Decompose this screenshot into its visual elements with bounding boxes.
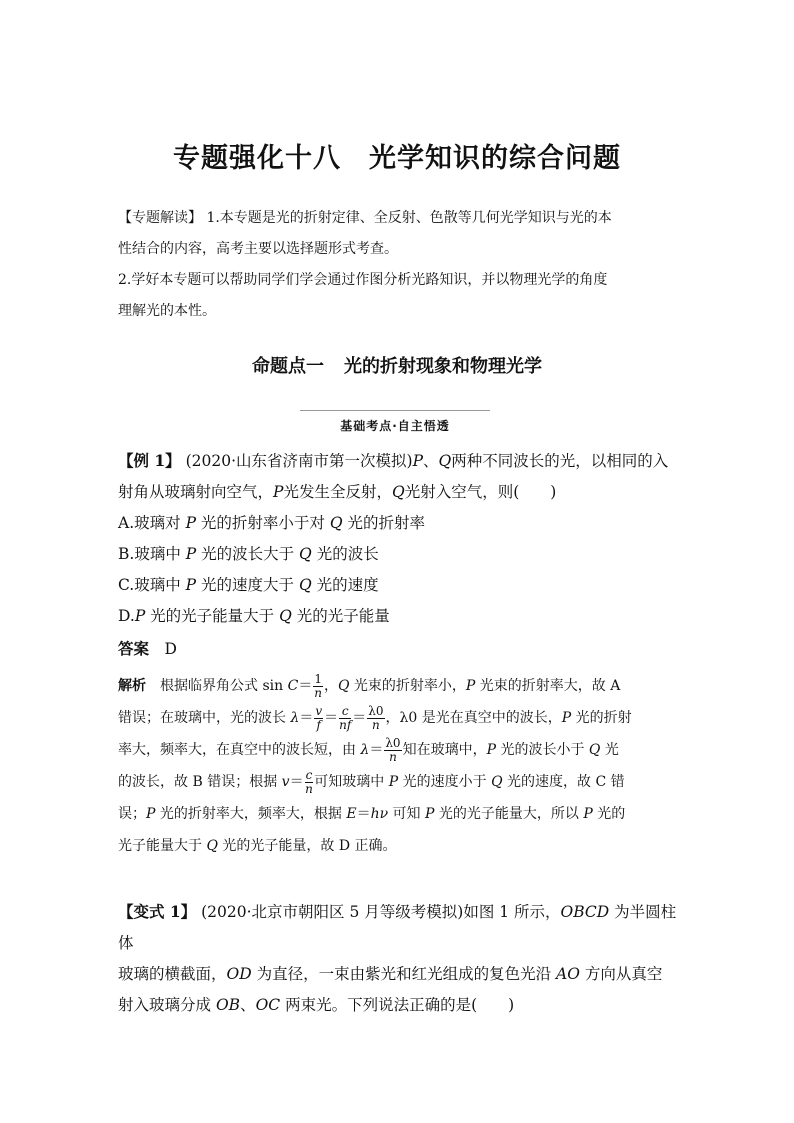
text-example1-s9: 知在玻璃中， (402, 742, 487, 758)
text-example1-lambda: λ (360, 742, 370, 758)
intro-paragraph-1 (118, 203, 678, 265)
text-example1-one: 1 (314, 671, 322, 686)
text-example1-q: Q (491, 774, 503, 790)
text-example1-opta-c: 光的折射率 (342, 514, 426, 532)
text-variant1-t1: 如图 1 所示， (463, 903, 561, 921)
text-intro-p1-b: 性结合的内容，高考主要以选择题形式考查。 (118, 241, 398, 257)
fraction-1-over-n (313, 673, 323, 700)
text-example1-s4: 光束的折射率大，故 A (475, 678, 621, 694)
text-example1-optd-c: 光的光子能量 (291, 607, 390, 625)
text-variant1-oc: OC (255, 996, 281, 1014)
text-example1-n: n (372, 717, 380, 732)
text-example1-eq: ＝ (369, 742, 384, 758)
text-example1-n: n (314, 685, 322, 700)
text-example1-p: P (185, 576, 197, 594)
text-example1-p: P (146, 806, 156, 822)
text-example1-lambda0: λ0 (385, 735, 401, 750)
text-example1-s17: 光的折射率大，频率大，根据 (155, 806, 347, 822)
text-example1-optb-c: 光的波长 (311, 545, 379, 563)
text-example1-eq: ＝ (324, 710, 339, 726)
intro-tag: 【专题解读】 (118, 210, 202, 226)
text-example1-nf: nf (339, 717, 352, 732)
text-example1-s18: 可知 (388, 806, 425, 822)
text-example1-eq: ＝ (356, 806, 371, 822)
variant-tag: 【变式 1】 (118, 902, 197, 921)
title-part1: 专题强化十八 (173, 143, 341, 174)
text-variant1-t2: 为半圆柱体 (118, 903, 677, 952)
text-example1-q: Q (588, 742, 601, 758)
text-example1-source: (2020·山东省济南市第一次模拟) (185, 452, 413, 470)
text-example1-t3: 射角从玻璃射向空气， (118, 483, 274, 501)
text-example1-optc-a: C.玻璃中 (118, 576, 186, 594)
text-example1-t5: 光射入空气，则( ) (404, 483, 557, 501)
text-variant1-od: OD (226, 965, 252, 983)
solution-label: 解析 (118, 678, 146, 694)
option-b (118, 539, 684, 570)
text-example1-hv: hν (370, 806, 389, 822)
text-example1-eq: ＝ (298, 678, 313, 694)
text-example1-p: P (185, 514, 196, 532)
text-example1-t1: 、 (423, 452, 439, 470)
text-example1-s20: 光的 (592, 806, 626, 822)
text-example1-s8: 率大，频率大，在真空中的波长短，由 (118, 742, 361, 758)
text-example1-p: P (465, 678, 476, 694)
text-example1-q: Q (391, 483, 405, 501)
text-example1-s21: 光子能量大于 (118, 838, 207, 854)
section-band (300, 410, 490, 434)
band-label: 基础考点·自主悟透 (340, 419, 450, 433)
text-section-part1: 命题点一 (252, 356, 324, 377)
example-tag: 【例 1】 (118, 451, 181, 470)
text-example1-optc-b: 光的速度大于 (196, 576, 299, 594)
text-example1-eq: ＝ (299, 710, 314, 726)
text-example1-e: E (346, 806, 357, 822)
text-example1-s6: ，λ0 是光在真空中的波长， (385, 710, 562, 726)
text-example1-p: P (134, 607, 146, 625)
text-example1-n: n (305, 781, 313, 796)
text-intro-p2-b: 理解光的本性。 (118, 303, 216, 319)
text-example1-s13: 可知玻璃中 (314, 774, 389, 790)
text-section-part2: 光的折射现象和物理光学 (344, 356, 542, 377)
text-intro-p1-a: 1.本专题是光的折射定律、全反射、色散等几何光学知识与光的本 (206, 210, 612, 226)
text-variant1-t5: 方向从真空 (579, 965, 663, 983)
option-d (118, 601, 684, 632)
title-part2: 光学知识的综合问题 (369, 143, 621, 174)
text-example1-f: f (316, 717, 321, 732)
fraction-c-over-n (305, 769, 314, 796)
text-example1-optb-a: B.玻璃中 (118, 545, 186, 563)
text-variant1-t4: 为直径，一束由紫光和红光组成的复色光沿 (251, 965, 557, 983)
option-c (118, 570, 684, 601)
text-example1-p: P (583, 806, 593, 822)
text-variant1-obcd: OBCD (560, 903, 610, 921)
text-example1-s5: 错误；在玻璃中，光的波长 (118, 710, 291, 726)
text-example1-s12: 的波长，故 B 错误；根据 (118, 774, 282, 790)
example-1-question (118, 445, 684, 508)
text-example1-v: v (281, 774, 290, 790)
intro-paragraph-2 (118, 265, 678, 327)
option-a (118, 508, 684, 539)
fraction-lambda0-over-n-2 (384, 737, 401, 764)
text-variant1-t8: 两束光。下列说法正确的是( ) (280, 996, 515, 1014)
text-example1-v: v (315, 703, 323, 718)
answer-label: 答案 (118, 639, 150, 658)
text-example1-s1: 根据临界角公式 sin (160, 678, 288, 694)
solution-paragraph (118, 670, 680, 862)
text-variant1-source: (2020·北京市朝阳区 5 月等级考模拟) (201, 903, 464, 921)
text-example1-n: n (389, 749, 397, 764)
text-example1-p: P (185, 545, 197, 563)
text-example1-q: Q (279, 607, 292, 625)
text-example1-lambda0: λ0 (368, 703, 384, 718)
text-example1-s10: 光的波长小于 (496, 742, 589, 758)
text-example1-s19: 光的光子能量大，所以 (434, 806, 584, 822)
text-example1-optb-b: 光的波长大于 (196, 545, 300, 563)
text-example1-p: P (561, 710, 572, 726)
text-example1-opta-b: 光的折射率小于对 (196, 514, 330, 532)
text-example1-p: P (412, 452, 424, 470)
variant-1-question (118, 896, 684, 1021)
text-example1-c: C (287, 678, 299, 694)
text-example1-s16: 误； (118, 806, 146, 822)
text-variant1-ao: AO (556, 965, 580, 983)
text-example1-eq: ＝ (352, 710, 367, 726)
text-example1-s15: 光的速度，故 C 错 (502, 774, 625, 790)
text-example1-s11: 光 (600, 742, 619, 758)
text-example1-s14: 光的速度小于 (398, 774, 492, 790)
text-example1-s2: ， (323, 678, 338, 694)
band-divider (300, 410, 490, 411)
text-example1-q: Q (298, 576, 312, 594)
text-example1-p: P (273, 483, 284, 501)
text-example1-c: c (305, 767, 313, 782)
text-example1-s7: 光的折射 (571, 710, 632, 726)
text-example1-p: P (425, 806, 435, 822)
text-example1-p: P (388, 774, 399, 790)
text-variant1-t3: 玻璃的横截面， (118, 965, 227, 983)
text-example1-optd-b: 光的光子能量大于 (145, 607, 280, 625)
text-example1-q: Q (206, 838, 218, 854)
text-example1-p: P (486, 742, 496, 758)
text-example1-q: Q (337, 678, 350, 694)
text-variant1-t6: 射入玻璃分成 (118, 996, 216, 1014)
fraction-v-over-f (314, 705, 323, 732)
page-title (0, 136, 794, 175)
text-example1-q: Q (329, 514, 343, 532)
text-example1-opta-a: A.玻璃对 (118, 514, 186, 532)
text-example1-t4: 光发生全反射， (283, 483, 392, 501)
text-example1-q: Q (438, 452, 452, 470)
text-example1-c: c (341, 703, 349, 718)
text-example1-eq: ＝ (289, 774, 304, 790)
answer-line (118, 633, 684, 665)
text-variant1-ob: OB (215, 996, 241, 1014)
text-intro-p2-a: 2.学好本专题可以帮助同学们学会通过作图分析光路知识，并以物理光学的角度 (118, 272, 608, 288)
text-example1-lambda: λ (290, 710, 300, 726)
text-example1-s22: 光的光子能量，故 D 正确。 (217, 838, 397, 854)
fraction-lambda0-over-n (367, 705, 384, 732)
text-example1-optc-c: 光的速度 (311, 576, 379, 594)
section-heading (0, 352, 794, 378)
text-example1-t2: 两种不同波长的光，以相同的入 (451, 452, 669, 470)
text-example1-q: Q (299, 545, 312, 563)
text-variant1-t7: 、 (240, 996, 256, 1014)
text-example1-optd-a: D. (118, 607, 135, 625)
fraction-c-over-nf (339, 705, 351, 732)
text-example1-s3: 光束的折射率小， (349, 678, 466, 694)
answer-value: D (164, 640, 177, 658)
